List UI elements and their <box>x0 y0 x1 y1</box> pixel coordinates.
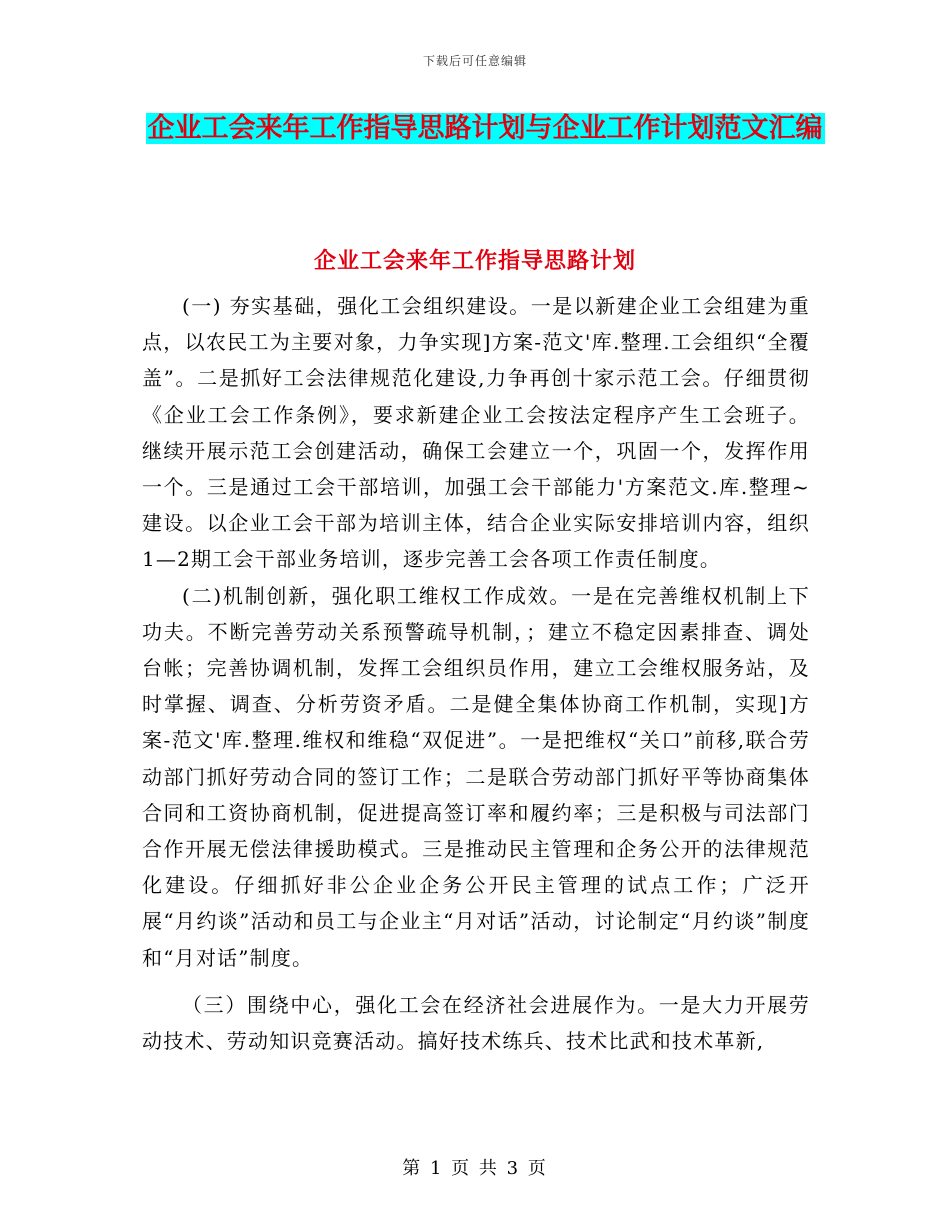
paragraph-2: (二)机制创新，强化职工维权工作成效。一是在完善维权机制上下功夫。不断完善劳动关系预警疏导机制，；建立不稳定因素排查、调处台帐；完善协调机制，发挥工会组织员作用，建立工会维权服务站，及时掌握、调查、分析劳资矛盾。二是健全集体协商工作机制，实现]方案-范文'库.整理.维权和维稳“双促进”。一是把维权“关口”前移,联合劳动部门抓好劳动合同的签订工作；二是联合劳动部门抓好平等协商集体合同和工资协商机制，促进提高签订率和履约率；三是积极与司法部门合作开展无偿法律援助模式。三是推动民主管理和企务公开的法律规范化建设。仔细抓好非公企业企务公开民主管理的试点工作；广泛开展“月约谈”活动和员工与企业主“月对话”活动，讨论制定“月约谈”制度和“月对话”制度。 <box>142 583 810 970</box>
document-title-text: 企业工会来年工作指导思路计划与企业工作计划范文汇编 <box>147 113 823 144</box>
document-body <box>142 288 810 1059</box>
document-title <box>140 106 830 152</box>
page-header-note: 下载后可任意编辑 <box>422 54 527 68</box>
paragraph-1: (一) 夯实基础，强化工会组织建设。一是以新建企业工会组建为重点，以农民工为主要对象，力争实现]方案-范文'库.整理.工会组织“全覆盖”。二是抓好工会法律规范化建设,力争再创十家示范工会。仔细贯彻《企业工会工作条例》，要求新建企业工会按法定程序产生工会班子。继续开展示范工会创建活动，确保工会建立一个，巩固一个，发挥作用一个。三是通过工会干部培训，加强工会干部能力'方案范文.库.整理~建设。以企业工会干部为培训主体，结合企业实际安排培训内容，组织1—2期工会干部业务培训，逐步完善工会各项工作责任制度。 <box>142 294 810 572</box>
page-footer: 第 1 页 共 3 页 <box>402 1158 548 1179</box>
paragraph-3: （三）围绕中心，强化工会在经济社会进展作为。一是大力开展劳动技术、劳动知识竞赛活动。搞好技术练兵、技术比武和技术革新, <box>142 992 810 1054</box>
section-title: 企业工会来年工作指导思路计划 <box>313 248 636 274</box>
